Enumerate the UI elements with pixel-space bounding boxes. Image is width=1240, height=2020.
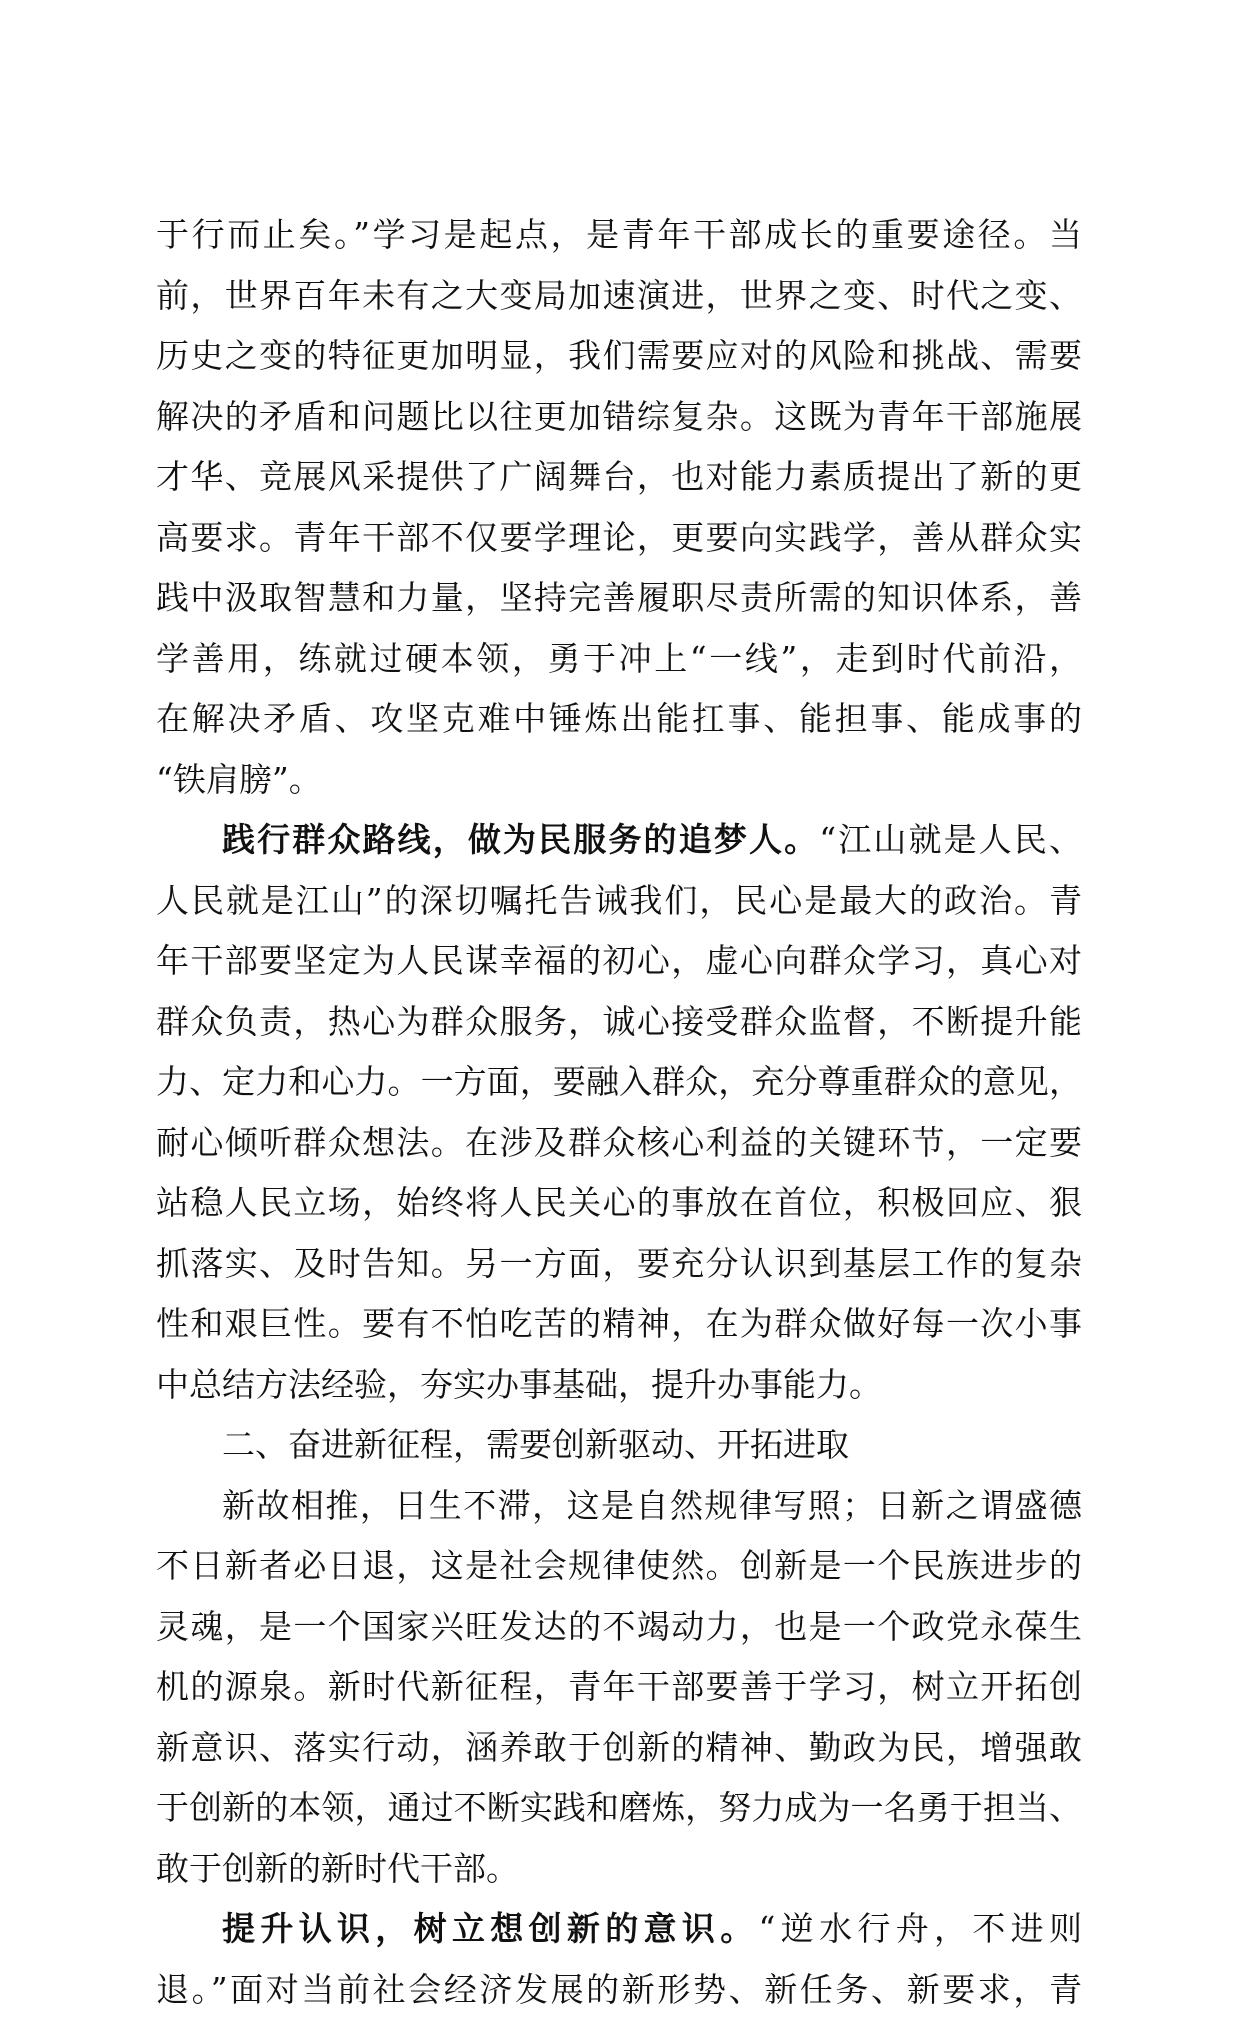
- document-page: [156, 205, 1082, 2020]
- text-line: 耐心倾听群众想法。在涉及群众核心利益的关键环节，一定要: [156, 1113, 1082, 1174]
- text-line: “铁肩膀”。: [156, 750, 1082, 811]
- text-line: 群众负责，热心为群众服务，诚心接受群众监督，不断提升能: [156, 992, 1082, 1053]
- text-line: 于创新的本领，通过不断实践和磨炼，努力成为一名勇于担当、: [156, 1778, 1082, 1839]
- text-line: 年干部要坚定为人民谋幸福的初心，虚心向群众学习，真心对: [156, 931, 1082, 992]
- text-line: 解决的矛盾和问题比以往更加错综复杂。这既为青年干部施展: [156, 387, 1082, 448]
- paragraph-mass-line: [156, 810, 1082, 1415]
- text-line: 机的源泉。新时代新征程，青年干部要善于学习，树立开拓创: [156, 1657, 1082, 1718]
- text-line: 在解决矛盾、攻坚克难中锤炼出能扛事、能担事、能成事的: [156, 689, 1082, 750]
- text-line: 不日新者必日退，这是社会规律使然。创新是一个民族进步的: [156, 1536, 1082, 1597]
- text-line: 历史之变的特征更加明显，我们需要应对的风险和挑战、需要: [156, 326, 1082, 387]
- text-line: 践中汲取智慧和力量，坚持完善履职尽责所需的知识体系，善: [156, 568, 1082, 629]
- text-line-lead: [156, 1899, 1082, 1960]
- text-line: 新故相推，日生不滞，这是自然规律写照；日新之谓盛德: [156, 1476, 1082, 1537]
- paragraph-innovation: [156, 1476, 1082, 1900]
- text-line: 新意识、落实行动，涵养敢于创新的精神、勤政为民，增强敢: [156, 1718, 1082, 1779]
- text-line: 人民就是江山”的深切嘱托告诫我们，民心是最大的政治。青: [156, 871, 1082, 932]
- text-line: 敢于创新的新时代干部。: [156, 1839, 1082, 1900]
- text-line-lead: [156, 810, 1082, 871]
- bold-lead-phrase: 提升认识，树立想创新的意识。: [222, 1909, 759, 1948]
- section-heading: 二、奋进新征程，需要创新驱动、开拓进取: [156, 1415, 1082, 1476]
- text-line: 灵魂，是一个国家兴旺发达的不竭动力，也是一个政党永葆生: [156, 1597, 1082, 1658]
- lead-rest: “逆水行舟，不进则: [759, 1909, 1082, 1948]
- lead-rest: “江山就是人民、: [819, 820, 1082, 859]
- text-line: 抓落实、及时告知。另一方面，要充分认识到基层工作的复杂: [156, 1234, 1082, 1295]
- text-line: 前，世界百年未有之大变局加速演进，世界之变、时代之变、: [156, 266, 1082, 327]
- text-line: 退。”面对当前社会经济发展的新形势、新任务、新要求，青: [156, 1960, 1082, 2020]
- bold-lead-phrase: 践行群众路线，做为民服务的追梦人。: [222, 820, 819, 859]
- text-line: 才华、竞展风采提供了广阔舞台，也对能力素质提出了新的更: [156, 447, 1082, 508]
- text-line: 站稳人民立场，始终将人民关心的事放在首位，积极回应、狠: [156, 1173, 1082, 1234]
- text-line: 学善用，练就过硬本领，勇于冲上“一线”，走到时代前沿，: [156, 629, 1082, 690]
- text-line: 中总结方法经验，夯实办事基础，提升办事能力。: [156, 1355, 1082, 1416]
- text-line: 力、定力和心力。一方面，要融入群众，充分尊重群众的意见，: [156, 1052, 1082, 1113]
- text-line: 性和艰巨性。要有不怕吃苦的精神，在为群众做好每一次小事: [156, 1294, 1082, 1355]
- paragraph-learning: [156, 205, 1082, 810]
- text-line: 高要求。青年干部不仅要学理论，更要向实践学，善从群众实: [156, 508, 1082, 569]
- paragraph-awareness: [156, 1899, 1082, 2020]
- text-line: 于行而止矣。”学习是起点，是青年干部成长的重要途径。当: [156, 205, 1082, 266]
